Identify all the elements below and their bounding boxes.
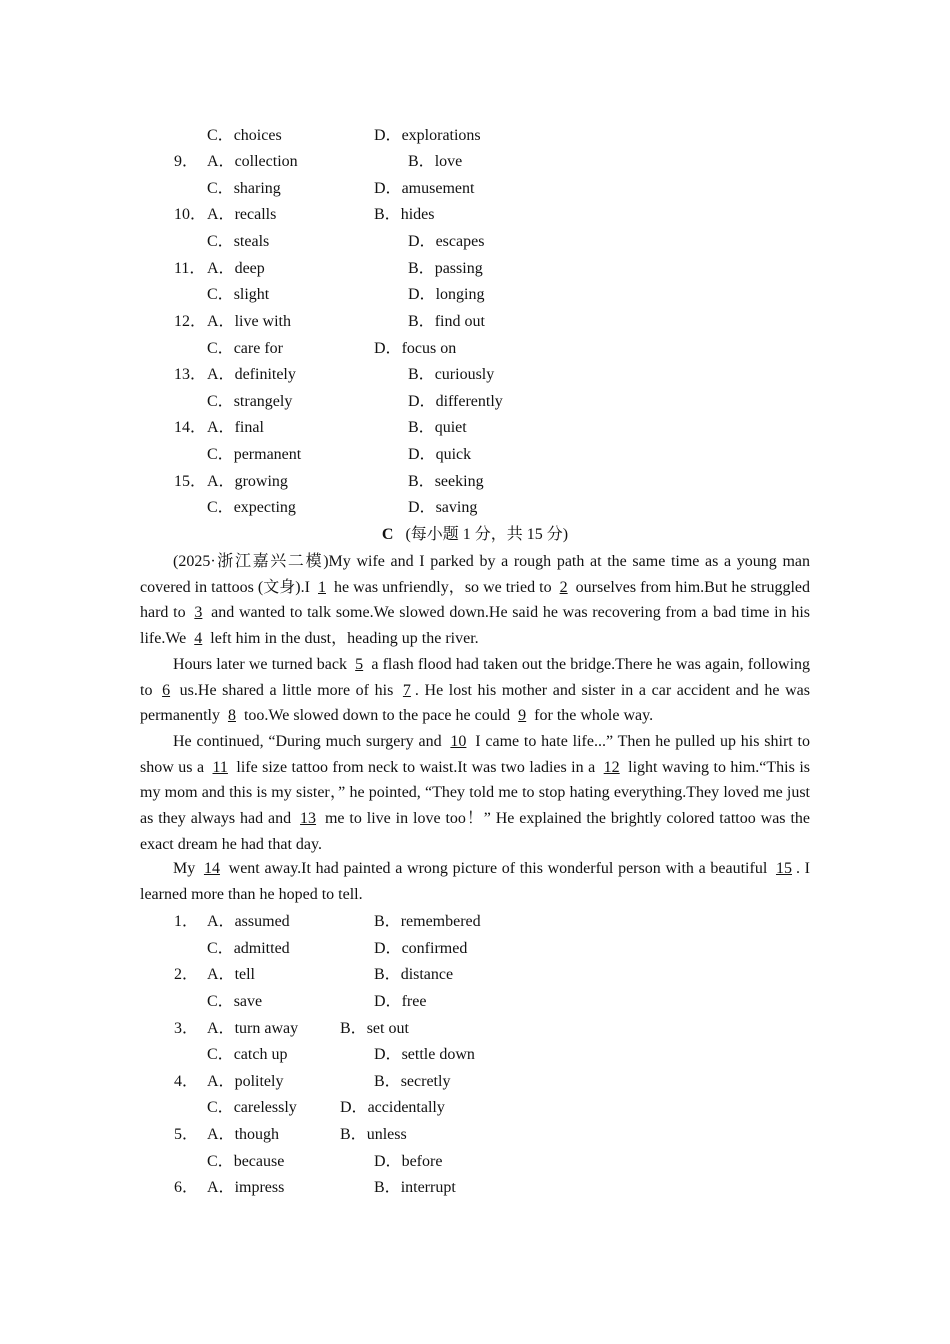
blank-7: 7 [402,681,411,699]
option-line: C．care for [207,340,283,357]
option-line: B．unless [340,1126,407,1143]
option-line: C．slight [207,286,270,303]
question-number: 6． [174,1179,199,1196]
option-line: A．deep [207,260,265,277]
option-line: B．remembered [374,913,481,930]
option-line: B．curiously [408,366,495,383]
option-line: C．choices [207,127,282,144]
option-line: C．strangely [207,393,293,410]
option-line: C．catch up [207,1046,288,1063]
question-number: 2． [174,966,199,983]
blank-11: 11 [212,758,228,776]
option-line: A．definitely [207,366,296,383]
question-number: 5． [174,1126,199,1143]
blank-4: 4 [194,630,203,648]
option-line: C．because [207,1153,285,1170]
option-line: D．escapes [408,233,485,250]
question-number: 10． [174,206,207,223]
option-line: A．final [207,419,264,436]
option-line: D．explorations [374,127,481,144]
option-line: B．quiet [408,419,467,436]
question-number: 14． [174,419,207,436]
option-line: C．admitted [207,940,290,957]
option-line: B．hides [374,206,435,223]
option-line: C．expecting [207,499,296,516]
option-line: A．though [207,1126,280,1143]
question-number: 3． [174,1020,199,1037]
blank-9: 9 [518,707,527,725]
section-letter: C [381,526,394,543]
option-line: B．distance [374,966,454,983]
option-line: D．differently [408,393,503,410]
option-line: D．confirmed [374,940,468,957]
option-line: B．seeking [408,473,484,490]
blank-1: 1 [318,578,326,596]
option-line: D．longing [408,286,485,303]
option-line: A．tell [207,966,255,983]
blank-14: 14 [203,860,220,877]
question-number: 15． [174,473,207,490]
passage-paragraph-1: (2025·浙江嘉兴二模)My wife and I parked by a rough path at the same time as a young man covered in tattoos (文身).I 1 he was unfriendly，so we tried to 2 ourselves from him.But he struggled hard to 3 and wanted to talk some.We slowed down.He said he was recovering from a bad time in his life.We 4 left him in the dust，heading up the river. [140,553,811,648]
section-note: (每小题 1 分，共 15 分) [405,526,569,543]
option-line: D．accidentally [340,1099,445,1116]
option-line: A．collection [207,153,298,170]
option-line: D．saving [408,499,478,516]
option-line: B．set out [340,1020,409,1037]
option-line: B．interrupt [374,1179,456,1196]
option-line: D．free [374,993,427,1010]
question-number: 12． [174,313,207,330]
option-line: A．growing [207,473,288,490]
passage-paragraph-2: Hours later we turned back 5 a flash flood had taken out the bridge.There he was again, following to 6 us.He shared a little more of his 7 . He lost his mother and sister in a car accident and he was permanently 8 too.We slowed down to the pace he could 9 for the whole way. [140,656,811,725]
passage-paragraph-3: He continued, “During much surgery and 10 I came to hate life...” Then he pulled up his shirt to show us a 11 life size tattoo from neck to waist.It was two ladies in a 12 light waving to him.“This is my mom and this is my sister，” he pointed, “They told me to stop hating everything.They loved me just as they always had and 13 me to live in love too！” He explained the brightly colored tattoo was the exact dream he had that day. [140,733,810,853]
blank-6: 6 [162,681,171,699]
blank-15: 15 [775,860,792,877]
question-number: 9． [174,153,199,170]
question-number: 1． [174,913,199,930]
option-line: D．quick [408,446,472,463]
blank-13: 13 [300,810,317,828]
question-number: 13． [174,366,207,383]
blank-3: 3 [194,604,203,622]
option-line: A．recalls [207,206,277,223]
option-line: D．settle down [374,1046,475,1063]
option-line: D．before [374,1153,443,1170]
passage-paragraph-4: My 14 went away.It had painted a wrong picture of this wonderful person with a beautiful 15 . I learned more than he hoped to tell. [140,860,811,903]
option-line: C．save [207,993,263,1010]
blank-10: 10 [450,733,467,750]
blank-8: 8 [227,707,236,725]
question-number: 11． [174,260,206,277]
option-line: A．live with [207,313,291,330]
question-number: 4． [174,1073,199,1090]
option-line: C．sharing [207,180,281,197]
option-line: D．amusement [374,180,475,197]
option-line: C．steals [207,233,270,250]
blank-5: 5 [355,656,364,673]
option-line: C．carelessly [207,1099,297,1116]
option-line: D．focus on [374,340,457,357]
blank-12: 12 [603,758,620,776]
blank-2: 2 [559,578,568,596]
option-line: C．permanent [207,446,302,463]
option-line: A．turn away [207,1020,299,1037]
option-line: A．assumed [207,913,290,930]
option-line: B．secretly [374,1073,451,1090]
section-heading [0,525,950,545]
option-line: B．love [408,153,463,170]
option-line: B．find out [408,313,485,330]
option-line: A．impress [207,1179,285,1196]
option-line: B．passing [408,260,483,277]
option-line: A．politely [207,1073,284,1090]
